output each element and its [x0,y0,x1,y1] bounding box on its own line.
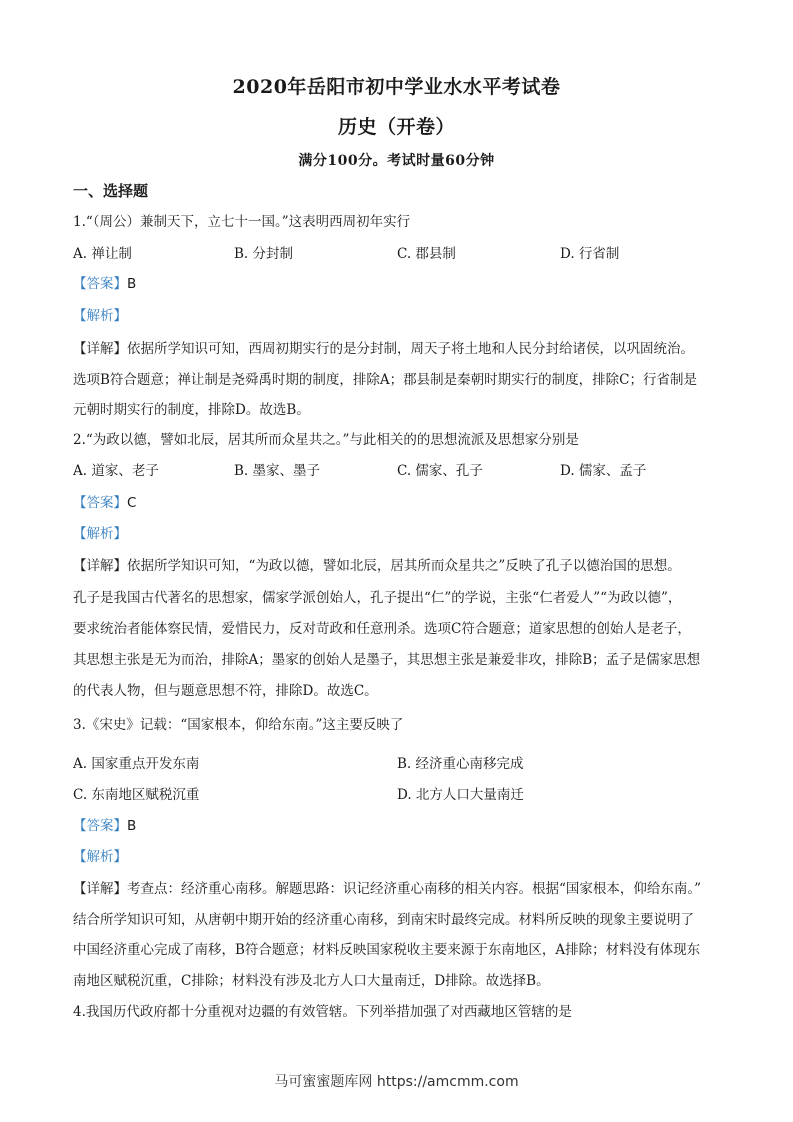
q1-detail-line-1: 【详解】依据所学知识可知，西周初期实行的是分封制，周天子将土地和人民分封给诸侯，以巩固统治。 [73,341,694,357]
q4-stem: 4.我国历代政府都十分重视对边疆的有效管辖。下列举措加强了对西藏地区管辖的是 [73,1004,572,1020]
q2-answer [73,493,723,513]
detail-label: 【详解】 [73,341,127,357]
exam-subject: 历史（开卷） [337,116,455,138]
answer-label: 【答案】 [73,495,127,511]
q3-answer [73,816,723,836]
answer-label: 【答案】 [73,276,127,292]
q2-option-b: B. 墨家、墨子 [234,463,321,479]
q3-detail-line-2: 结合所学知识可知，从唐朝中期开始的经济重心南移，到南宋时最终完成。材料所反映的现象主要说明了 [73,912,694,928]
q2-analysis [73,524,723,544]
q2-answer-value: C [127,495,137,511]
q2-detail-line-5: 的代表人物，但与题意思想不符，排除D。故选C。 [73,683,378,699]
q3-detail-line-3: 中国经济重心完成了南移，B符合题意；材料反映国家税收主要来源于东南地区，A排除；材料没有体现东 [73,942,701,958]
q3-option-a: A. 国家重点开发东南 [73,756,200,772]
q3-stem: 3.《宋史》记载：“国家根本，仰给东南。”这主要反映了 [73,717,404,733]
q2-detail-line-1: 【详解】依据所学知识可知，“为政以德，譬如北辰，居其所而众星共之”反映了孔子以德治国的思想。 [73,558,681,574]
q2-detail-line-2: 孔子是我国古代著名的思想家，儒家学派创始人，孔子提出“仁”的学说，主张“仁者爱人”“为政以德”， [73,590,682,606]
analysis-label: 【解析】 [73,526,127,542]
detail-label: 【详解】 [73,558,127,574]
analysis-label: 【解析】 [73,849,127,865]
q2-option-a: A. 道家、老子 [73,463,159,479]
q3-option-c: C. 东南地区赋税沉重 [73,787,200,803]
q3-analysis [73,847,723,867]
q2-detail-line-3: 要求统治者能体察民情，爱惜民力，反对苛政和任意刑杀。选项C符合题意；道家思想的创始人是老子， [73,621,691,637]
q3-detail-line-1: 【详解】考查点：经济重心南移。解题思路：识记经济重心南移的相关内容。根据“国家根本，仰给东南。” [73,881,702,897]
q3-detail-line-4: 南地区赋税沉重，C排除；材料没有涉及北方人口大量南迁，D排除。故选择B。 [73,973,550,989]
exam-info: 满分100分。考试时量60分钟 [298,153,495,169]
q3-option-b: B. 经济重心南移完成 [397,756,524,772]
q1-answer [73,274,723,294]
q1-option-d: D. 行省制 [560,246,620,262]
q1-stem: 1.“（周公）兼制天下，立七十一国。”这表明西周初年实行 [73,214,411,230]
q1-option-a: A. 禅让制 [73,246,132,262]
q1-detail-line-2: 选项B符合题意；禅让制是尧舜禹时期的制度，排除A；郡县制是秦朝时期实行的制度，排除C；行省制是 [73,372,697,388]
q3-option-d: D. 北方人口大量南迁 [397,787,524,803]
q1-answer-value: B [127,276,137,292]
q1-option-c: C. 郡县制 [397,246,456,262]
q2-option-c: C. 儒家、孔子 [397,463,483,479]
exam-title: 2020年岳阳市初中学业水水平考试卷 [232,76,561,98]
q2-detail-line-4: 其思想主张是无为而治，排除A；墨家的创始人是墨子，其思想主张是兼爱非攻，排除B；孟子是儒家思想 [73,652,701,668]
q3-answer-value: B [127,818,137,834]
answer-label: 【答案】 [73,818,127,834]
q1-option-b: B. 分封制 [234,246,294,262]
q1-detail-line-3: 元朝时期实行的制度，排除D。故选B。 [73,402,310,418]
site-watermark-footer: 马可蜜蜜题库网 https://amcmm.com [274,1074,519,1090]
analysis-label: 【解析】 [73,308,127,324]
section-heading: 一、选择题 [73,182,149,200]
q2-stem: 2.“为政以德，譬如北辰，居其所而众星共之。”与此相关的的思想流派及思想家分别是 [73,432,579,448]
detail-label: 【详解】 [73,881,127,897]
q1-analysis [73,306,723,326]
q2-option-d: D. 儒家、孟子 [560,463,647,479]
